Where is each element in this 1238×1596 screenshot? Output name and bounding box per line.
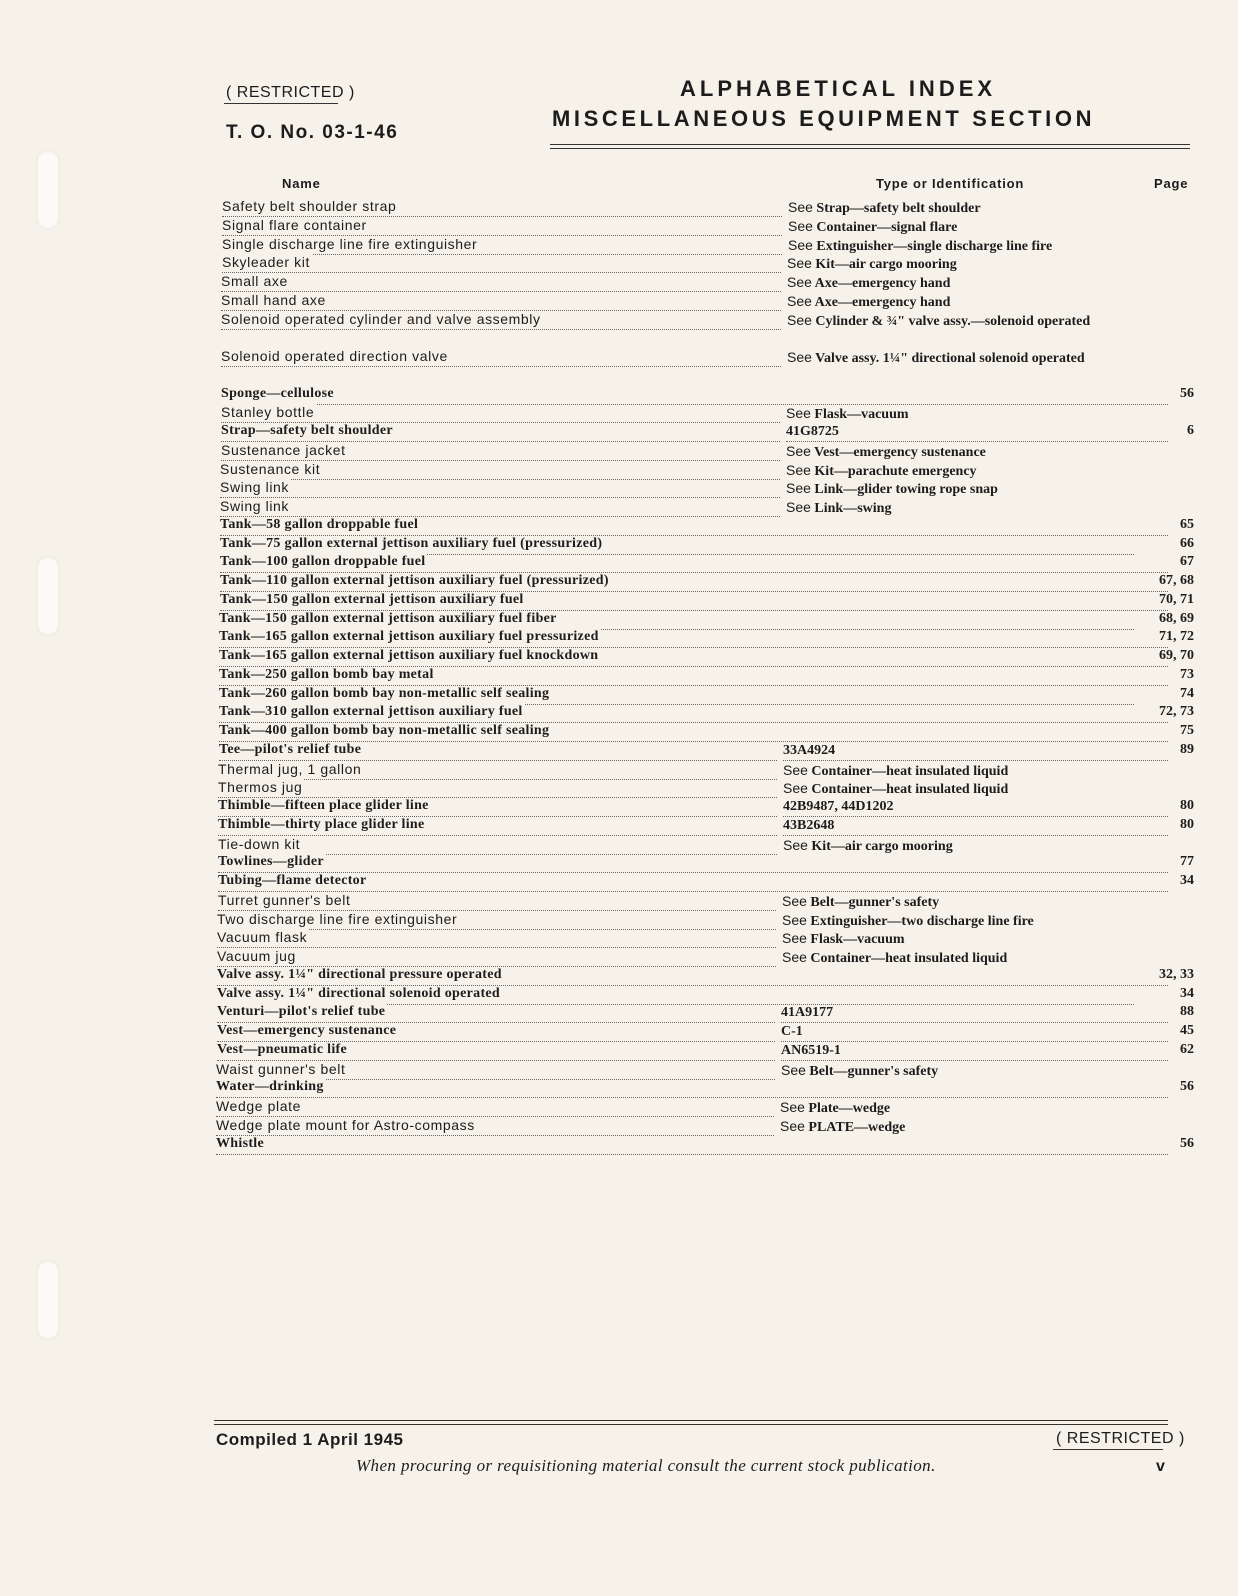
entry-name [219,648,1168,667]
see-reference: See [782,949,807,965]
entry-type [787,254,1162,275]
entry-type [788,217,1163,238]
entry-name-text: Strap—safety belt shoulder [221,423,393,438]
type-identification: Link—glider towing rope snap [814,482,998,498]
type-identification: 42B9487, 44D1202 [783,799,894,814]
entry-name-text: Two discharge line fire extinguisher [217,910,458,927]
entry-type [781,1042,1168,1061]
divider [1053,1449,1163,1450]
entry-type [782,948,1157,969]
see-reference: See [783,761,808,778]
see-reference: See [783,780,808,797]
entry-type [781,1004,1168,1023]
entry-name [217,948,776,967]
see-reference: See [787,255,812,272]
entry-name [220,498,780,517]
see-reference: See [788,199,813,215]
entry-page: 73 [1134,667,1194,683]
type-identification: 41A9177 [781,1005,834,1021]
entry-name-text: Waist gunner's belt [216,1060,346,1077]
see-reference: See [787,292,812,309]
entry-page: 67 [1134,554,1194,570]
type-identification: Kit—air cargo mooring [815,257,957,273]
entry-page: 56 [1134,1079,1194,1095]
type-identification: Container—heat insulated liquid [811,782,1009,798]
entry-page: 65 [1134,517,1194,533]
entry-name [217,929,776,948]
page-subtitle: MISCELLANEOUS EQUIPMENT SECTION [552,106,1096,131]
entry-name-text: Skyleader kit [222,254,310,271]
entry-type [783,798,1168,817]
type-identification: Kit—air cargo mooring [811,838,953,854]
entry-name [218,761,777,780]
entry-page: 34 [1134,873,1194,889]
index-row [0,836,1238,855]
entry-page: 70, 71 [1134,592,1194,608]
entry-name [221,442,780,461]
entry-name-text: Tank—58 gallon droppable fuel [220,516,419,532]
entry-name-text: Tank—310 gallon external jettison auxiliary fuel [219,704,523,720]
type-identification: Strap—safety belt shoulder [816,201,981,216]
index-row [0,798,1238,817]
entry-name [222,254,781,273]
entry-type [782,892,1157,913]
see-reference: See [787,349,812,365]
divider [224,103,338,104]
index-row [0,1023,1238,1042]
divider [214,1420,1168,1421]
entry-name [216,1136,1168,1155]
type-identification: 41G8725 [786,424,839,439]
entry-name [217,967,1168,986]
entry-name [220,536,1168,555]
entry-name-text: Tank—250 gallon bomb bay metal [219,666,434,682]
entry-page: 80 [1134,817,1194,833]
entry-page: 34 [1134,986,1194,1002]
entry-name [218,798,777,817]
entry-type [782,911,1157,932]
divider [214,1424,1168,1425]
entry-type [787,292,1162,313]
entry-page: 56 [1134,386,1194,402]
column-header-type: Type or Identification [876,176,1025,191]
see-reference: See [782,930,807,947]
see-reference: See [786,461,811,478]
entry-name-text: Wedge plate [216,1098,301,1114]
entry-page: 32, 33 [1134,967,1194,983]
index-row [0,686,1238,705]
index-row [0,854,1238,873]
compiled-date: Compiled 1 April 1945 [216,1430,404,1449]
entry-name [221,386,1168,405]
entry-name [219,667,1168,686]
entry-name [220,461,780,480]
index-row [0,911,1238,930]
see-reference: See [788,217,813,234]
entry-name [221,348,781,367]
procurement-note: When procuring or requisitioning material consult the current stock publication. [356,1456,936,1475]
entry-name-text: Swing link [220,498,290,514]
entry-name [217,1004,775,1023]
index-row [0,1079,1238,1098]
see-reference: See [781,1061,806,1078]
entry-type [783,779,1158,800]
index-row [0,517,1238,536]
see-reference: See [788,236,813,253]
see-reference: See [782,892,807,909]
entry-name-text: Thimble—thirty place glider line [218,816,425,832]
index-row [0,311,1238,349]
entry-name-text: Signal flare container [222,216,367,233]
entry-name [218,892,776,911]
entry-name-text: Thermal jug, 1 gallon [218,760,362,777]
index-row [0,1098,1238,1117]
entry-type [786,404,1161,425]
see-reference: See [787,274,812,290]
index-row [0,779,1238,798]
entry-name [221,404,780,423]
entry-name-text: Towlines—glider [218,854,324,870]
entry-name [220,479,780,498]
entry-name-text: Water—drinking [216,1079,324,1095]
entry-type [788,198,1163,219]
entry-name-text: Tubing—flame detector [218,873,367,888]
entry-name [218,779,777,798]
index-row [0,892,1238,911]
index-row [0,611,1238,630]
entry-name-text: Sustenance jacket [221,441,346,458]
type-identification: PLATE—wedge [808,1119,906,1135]
index-row [0,1061,1238,1080]
index-row [0,254,1238,273]
index-row [0,461,1238,480]
entry-page: 67, 68 [1134,573,1194,589]
entry-name-text: Thimble—fifteen place glider line [218,798,429,813]
entry-name-text: Small hand axe [221,291,326,308]
entry-name-text: Valve assy. 1¼" directional solenoid operated [217,985,501,1001]
index-row [0,236,1238,255]
page-title: ALPHABETICAL INDEX [680,76,997,101]
index-row [0,423,1238,442]
index-row [0,629,1238,648]
entry-type [786,461,1161,482]
entry-type [783,761,1158,782]
entry-name [217,911,776,930]
entry-name-text: Tank—165 gallon external jettison auxiliary fuel knockdown [219,648,599,663]
entry-type [786,442,1161,463]
index-row [0,704,1238,723]
entry-name [220,554,1168,573]
entry-name [219,629,1168,648]
type-identification: AN6519-1 [781,1042,841,1058]
entry-page: 66 [1134,536,1194,552]
entry-name [218,836,777,855]
divider [550,144,1190,145]
type-identification: Flask—vacuum [814,407,909,423]
type-identification: Kit—parachute emergency [814,463,977,479]
index-row [0,592,1238,611]
entry-page: 72, 73 [1134,704,1194,720]
entry-type [786,479,1161,500]
entry-name [219,723,1168,742]
type-identification: Cylinder & ¾" valve assy.—solenoid operated [815,313,1091,329]
entry-name [217,1042,775,1061]
entry-name-text: Thermos jug [218,779,303,796]
index-row [0,404,1238,423]
entry-name [221,311,781,330]
entry-name-text: Wedge plate mount for Astro-compass [216,1116,475,1133]
index-row [0,986,1238,1005]
entry-name [221,423,780,442]
entry-page: 80 [1134,798,1194,814]
type-identification: Extinguisher—single discharge line fire [816,238,1053,254]
index-row [0,967,1238,986]
entry-name [219,704,1168,723]
column-header-name: Name [282,176,321,191]
entry-type [782,929,1157,950]
index-row [0,198,1238,217]
entry-name [218,873,1168,892]
entry-type [781,1023,1168,1042]
type-identification: Container—heat insulated liquid [810,951,1008,966]
entry-page: 71, 72 [1134,629,1194,645]
see-reference: See [782,911,807,928]
entry-name-text: Solenoid operated cylinder and valve assembly [221,310,541,327]
type-identification: Extinguisher—two discharge line fire [810,913,1034,929]
entry-type [783,817,1168,836]
entry-name-text: Tie-down kit [218,835,301,852]
index-row [0,742,1238,761]
index-row [0,1004,1238,1023]
index-row [0,761,1238,780]
see-reference: See [787,311,812,328]
entry-name [219,742,777,761]
index-row [0,1136,1238,1155]
entry-page: 6 [1134,423,1194,439]
entry-name [222,217,782,236]
entry-name [222,236,782,255]
entry-page: 45 [1134,1023,1194,1039]
binder-hole [36,1260,60,1340]
index-row [0,217,1238,236]
entry-name-text: Tank—150 gallon external jettison auxiliary fuel fiber [219,610,557,626]
entry-name-text: Vest—pneumatic life [217,1041,348,1057]
entry-type [781,1061,1156,1082]
entry-name [216,1061,775,1080]
index-row [0,292,1238,311]
type-identification: C-1 [781,1024,803,1039]
type-identification: 43B2648 [783,817,835,833]
index-row [0,929,1238,948]
type-identification: Axe—emergency hand [814,294,951,310]
entry-type [788,236,1163,257]
entry-name-text: Tee—pilot's relief tube [219,741,362,757]
index-row [0,498,1238,517]
type-identification: Axe—emergency hand [814,276,951,291]
index-row [0,648,1238,667]
index-row [0,723,1238,742]
index-row [0,554,1238,573]
entry-name-text: Small axe [221,273,288,289]
see-reference: See [780,1099,805,1115]
entry-name-text: Solenoid operated direction valve [221,348,448,364]
entry-name-text: Tank—75 gallon external jettison auxiliary fuel (pressurized) [220,535,603,551]
entry-name-text: Vacuum flask [217,929,308,946]
index-row [0,948,1238,967]
entry-name [218,854,1168,873]
see-reference: See [786,405,811,422]
entry-name-text: Valve assy. 1¼" directional pressure operated [217,966,502,982]
restricted-label-top: ( RESTRICTED ) [226,84,355,101]
index-row [0,386,1238,405]
see-reference: See [786,480,811,497]
entry-type [780,1098,1155,1119]
entry-type [787,311,1162,332]
type-identification: Link—swing [814,501,892,516]
see-reference: See [780,1117,805,1134]
index-row [0,667,1238,686]
index-row [0,479,1238,498]
index-row [0,573,1238,592]
divider [550,148,1190,149]
index-row [0,348,1238,386]
entry-name-text: Stanley bottle [221,404,315,421]
type-identification: Vest—emergency sustenance [814,444,986,460]
entry-name-text: Tank—110 gallon external jettison auxiliary fuel (pressurized) [220,573,609,588]
entry-name [220,592,1168,611]
entry-type [783,742,1168,761]
entry-type [780,1117,1155,1138]
entry-page: 75 [1134,723,1194,739]
index-row [0,442,1238,461]
entry-type [786,423,1168,442]
type-identification: Belt—gunner's safety [810,894,940,910]
entry-name [221,292,781,311]
entry-name-text: Sponge—cellulose [221,385,334,401]
entry-name-text: Tank—260 gallon bomb bay non-metallic self sealing [219,685,550,701]
entry-name-text: Swing link [220,479,290,496]
entry-name [219,611,1168,630]
entry-name-text: Whistle [216,1135,264,1151]
index-row [0,273,1238,292]
entry-page: 56 [1134,1136,1194,1152]
entry-name-text: Tank—165 gallon external jettison auxiliary fuel pressurized [219,629,599,645]
entry-name [222,198,782,217]
type-identification: Belt—gunner's safety [809,1063,939,1079]
type-identification: Flask—vacuum [810,932,905,948]
entry-name [220,573,1168,592]
entry-page: 62 [1134,1042,1194,1058]
entry-name-text: Tank—150 gallon external jettison auxiliary fuel [220,591,524,607]
index-row [0,817,1238,836]
technical-order-number: T. O. No. 03-1-46 [226,122,399,143]
entry-type [787,348,1162,369]
entry-name-text: Tank—400 gallon bomb bay non-metallic self sealing [219,723,550,738]
index-row [0,536,1238,555]
entry-type [783,836,1158,857]
entry-name-text: Single discharge line fire extinguisher [222,235,478,252]
entry-name-text: Safety belt shoulder strap [222,198,397,214]
index-row [0,1042,1238,1061]
entry-name-text: Tank—100 gallon droppable fuel [220,554,426,570]
entry-name [216,1098,774,1117]
entry-page: 68, 69 [1134,611,1194,627]
entry-page: 69, 70 [1134,648,1194,664]
entry-name [216,1079,1168,1098]
type-identification: Container—heat insulated liquid [811,763,1009,779]
see-reference: See [783,836,808,853]
entry-name [219,686,1168,705]
entry-page: 88 [1134,1004,1194,1020]
index-row [0,873,1238,892]
entry-name [218,817,777,836]
type-identification: Container—signal flare [816,219,958,235]
entry-name [220,517,1168,536]
restricted-label-bottom: ( RESTRICTED ) [1056,1430,1185,1447]
entry-page: 74 [1134,686,1194,702]
entry-name-text: Vacuum jug [217,948,296,964]
page-number: v [1156,1458,1165,1475]
entry-name [217,986,1168,1005]
index-row [0,1117,1238,1136]
type-identification: 33A4924 [783,742,836,758]
entry-name [221,273,781,292]
entry-name [216,1117,774,1136]
entry-name-text: Sustenance kit [220,460,321,477]
type-identification: Plate—wedge [808,1101,891,1116]
entry-name-text: Vest—emergency sustenance [217,1023,397,1038]
entry-page: 77 [1134,854,1194,870]
see-reference: See [786,499,811,515]
entry-type [786,498,1161,519]
entry-name-text: Venturi—pilot's relief tube [217,1004,386,1020]
column-header-page: Page [1154,176,1189,191]
type-identification: Valve assy. 1¼" directional solenoid operated [815,351,1085,366]
see-reference: See [786,442,811,459]
entry-name-text: Turret gunner's belt [218,891,351,908]
index-table [0,198,1238,1154]
entry-page: 89 [1134,742,1194,758]
entry-name [217,1023,775,1042]
entry-type [787,273,1162,294]
